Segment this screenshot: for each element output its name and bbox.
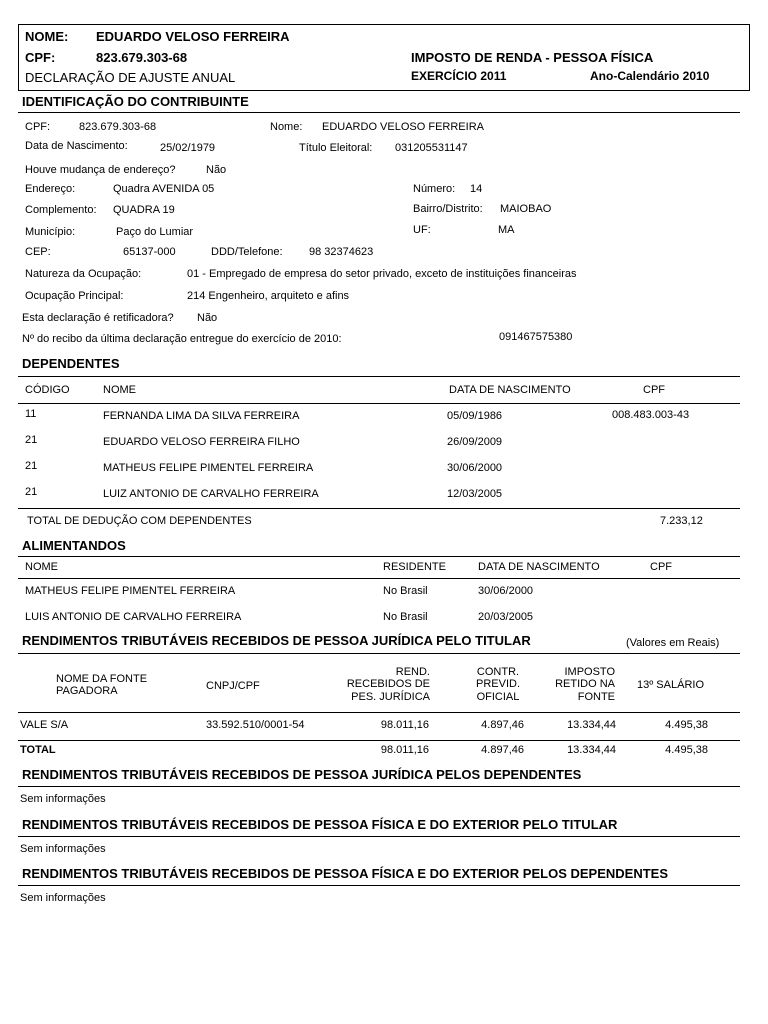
col-fonte-1: NOME DA FONTE — [56, 673, 148, 685]
header-cpf-label: CPF: — [25, 50, 56, 65]
total-contr: 4.897,46 — [481, 744, 524, 756]
header-imposto: IMPOSTO DE RENDA - PESSOA FÍSICA — [411, 50, 654, 65]
numero-value: 14 — [470, 183, 483, 195]
col-13-salario: 13º SALÁRIO — [637, 679, 704, 691]
col-imposto-1: IMPOSTO — [564, 666, 615, 678]
numero-label: Número: — [413, 183, 456, 195]
table-cell-nasc: 26/09/2009 — [447, 436, 503, 448]
mudanca-label: Houve mudança de endereço? — [25, 164, 176, 176]
divider — [18, 836, 740, 837]
divider — [18, 578, 740, 579]
total-label: TOTAL — [20, 744, 56, 756]
pj-dependentes-title: RENDIMENTOS TRIBUTÁVEIS RECEBIDOS DE PESSOA JURÍDICA PELOS DEPENDENTES — [22, 767, 582, 782]
table-cell-nasc: 20/03/2005 — [478, 611, 534, 623]
divider — [18, 712, 740, 713]
natureza-value: 01 - Empregado de empresa do setor privado, exceto de instituições financeiras — [187, 268, 577, 280]
pj-dependentes-text: Sem informações — [20, 793, 106, 805]
pf-titular-title: RENDIMENTOS TRIBUTÁVEIS RECEBIDOS DE PESSOA FÍSICA E DO EXTERIOR PELO TITULAR — [22, 817, 618, 832]
table-cell-codigo: 21 — [25, 434, 38, 446]
nascimento-value: 25/02/1979 — [160, 142, 216, 154]
divider — [18, 508, 740, 509]
municipio-label: Município: — [25, 226, 76, 238]
dependentes-title: DEPENDENTES — [22, 356, 120, 371]
divider — [18, 786, 740, 787]
ddd-label: DDD/Telefone: — [211, 246, 283, 258]
alimentandos-col-nome: NOME — [25, 561, 58, 573]
header-declaracao: DECLARAÇÃO DE AJUSTE ANUAL — [25, 70, 236, 85]
table-cell-contr: 4.897,46 — [481, 719, 524, 731]
divider — [18, 403, 740, 404]
cpf-label: CPF: — [25, 121, 51, 133]
col-fonte-2: PAGADORA — [56, 685, 118, 697]
divider — [18, 376, 740, 377]
alimentandos-col-nasc: DATA DE NASCIMENTO — [478, 561, 600, 573]
table-cell-nome: MATHEUS FELIPE PIMENTEL FERREIRA — [25, 585, 236, 597]
col-contr-3: OFICIAL — [476, 691, 520, 703]
divider — [18, 112, 740, 113]
table-cell-codigo: 21 — [25, 486, 38, 498]
endereco-label: Endereço: — [25, 183, 76, 195]
uf-label: UF: — [413, 224, 431, 236]
dependentes-col-nasc: DATA DE NASCIMENTO — [449, 384, 571, 396]
bairro-value: MAIOBAO — [500, 203, 552, 215]
dependentes-total-label: TOTAL DE DEDUÇÃO COM DEPENDENTES — [27, 515, 252, 527]
nome-value: EDUARDO VELOSO FERREIRA — [322, 121, 484, 133]
uf-value: MA — [498, 224, 515, 236]
pf-dependentes-title: RENDIMENTOS TRIBUTÁVEIS RECEBIDOS DE PESSOA FÍSICA E DO EXTERIOR PELOS DEPENDENTES — [22, 866, 669, 881]
col-rend-1: REND. — [395, 666, 430, 678]
retificadora-label: Esta declaração é retificadora? — [22, 312, 174, 324]
valores-note: (Valores em Reais) — [626, 637, 720, 649]
table-cell-cpf: 008.483.003-43 — [612, 409, 690, 421]
table-cell-nome: FERNANDA LIMA DA SILVA FERREIRA — [103, 410, 300, 422]
table-cell-rend: 98.011,16 — [380, 719, 429, 731]
recibo-value: 091467575380 — [499, 331, 573, 343]
dependentes-total-value: 7.233,12 — [660, 515, 703, 527]
table-cell-residente: No Brasil — [383, 611, 428, 623]
table-cell-nome: EDUARDO VELOSO FERREIRA FILHO — [103, 436, 300, 448]
pf-dependentes-text: Sem informações — [20, 892, 106, 904]
rendimentos-pj-title: RENDIMENTOS TRIBUTÁVEIS RECEBIDOS DE PESSOA JURÍDICA PELO TITULAR — [22, 633, 531, 648]
divider — [18, 740, 740, 741]
col-cnpj: CNPJ/CPF — [206, 680, 260, 692]
mudanca-value: Não — [206, 164, 227, 176]
identificacao-title: IDENTIFICAÇÃO DO CONTRIBUINTE — [22, 94, 249, 109]
header-cpf-value: 823.679.303-68 — [96, 50, 188, 65]
cep-label: CEP: — [25, 246, 51, 258]
header-ano-calendario: Ano-Calendário 2010 — [590, 69, 710, 83]
divider — [18, 653, 740, 654]
pf-titular-text: Sem informações — [20, 843, 106, 855]
divider — [18, 556, 740, 557]
alimentandos-col-cpf: CPF — [650, 561, 672, 573]
complemento-value: QUADRA 19 — [113, 204, 175, 216]
table-cell-decimo: 4.495,38 — [665, 719, 708, 731]
nome-label: Nome: — [270, 121, 303, 133]
table-cell-residente: No Brasil — [383, 585, 428, 597]
total-imposto: 13.334,44 — [567, 744, 616, 756]
table-cell-cnpj: 33.592.510/0001-54 — [206, 719, 305, 731]
total-decimo: 4.495,38 — [665, 744, 708, 756]
col-rend-3: PES. JURÍDICA — [351, 691, 430, 703]
col-imposto-2: RETIDO NA — [555, 678, 615, 690]
table-cell-nome: LUIS ANTONIO DE CARVALHO FERREIRA — [25, 611, 242, 623]
endereco-value: Quadra AVENIDA 05 — [113, 183, 215, 195]
alimentandos-col-residente: RESIDENTE — [383, 561, 446, 573]
col-imposto-3: FONTE — [577, 691, 615, 703]
divider — [18, 885, 740, 886]
nascimento-label: Data de Nascimento: — [25, 140, 128, 152]
header-exercicio: EXERCÍCIO 2011 — [411, 69, 507, 83]
table-cell-nome: MATHEUS FELIPE PIMENTEL FERREIRA — [103, 462, 314, 474]
cep-value: 65137-000 — [123, 246, 176, 258]
total-rend: 98.011,16 — [380, 744, 429, 756]
table-cell-imposto: 13.334,44 — [567, 719, 616, 731]
dependentes-col-codigo: CÓDIGO — [25, 384, 70, 396]
dependentes-col-nome: NOME — [103, 384, 136, 396]
table-cell-nasc: 30/06/2000 — [447, 462, 503, 474]
titulo-eleitoral-value: 031205531147 — [395, 142, 468, 154]
dependentes-col-cpf: CPF — [643, 384, 665, 396]
col-rend-2: RECEBIDOS DE — [346, 678, 430, 690]
header-nome-label: NOME: — [25, 29, 69, 44]
cpf-value: 823.679.303-68 — [79, 121, 157, 133]
table-cell-nasc: 05/09/1986 — [447, 410, 503, 422]
natureza-label: Natureza da Ocupação: — [25, 268, 142, 280]
table-cell-nasc: 30/06/2000 — [478, 585, 534, 597]
ocupacao-value: 214 Engenheiro, arquiteto e afins — [187, 290, 350, 302]
recibo-label: Nº do recibo da última declaração entregue do exercício de 2010: — [22, 333, 342, 345]
retificadora-value: Não — [197, 312, 218, 324]
ddd-value: 98 32374623 — [309, 246, 374, 258]
alimentandos-title: ALIMENTANDOS — [22, 538, 126, 553]
table-cell-codigo: 21 — [25, 460, 38, 472]
municipio-value: Paço do Lumiar — [116, 226, 194, 238]
header-nome-value: EDUARDO VELOSO FERREIRA — [96, 29, 290, 44]
table-cell-nome: LUIZ ANTONIO DE CARVALHO FERREIRA — [103, 488, 319, 500]
col-contr-1: CONTR. — [476, 666, 520, 678]
bairro-label: Bairro/Distrito: — [413, 203, 483, 215]
complemento-label: Complemento: — [25, 204, 97, 216]
col-contr-2: PREVID. — [475, 678, 520, 690]
table-cell-nasc: 12/03/2005 — [447, 488, 503, 500]
titulo-eleitoral-label: Título Eleitoral: — [299, 142, 373, 154]
table-cell-fonte: VALE S/A — [20, 719, 69, 731]
table-cell-codigo: 11 — [25, 408, 37, 420]
ocupacao-label: Ocupação Principal: — [25, 290, 124, 302]
